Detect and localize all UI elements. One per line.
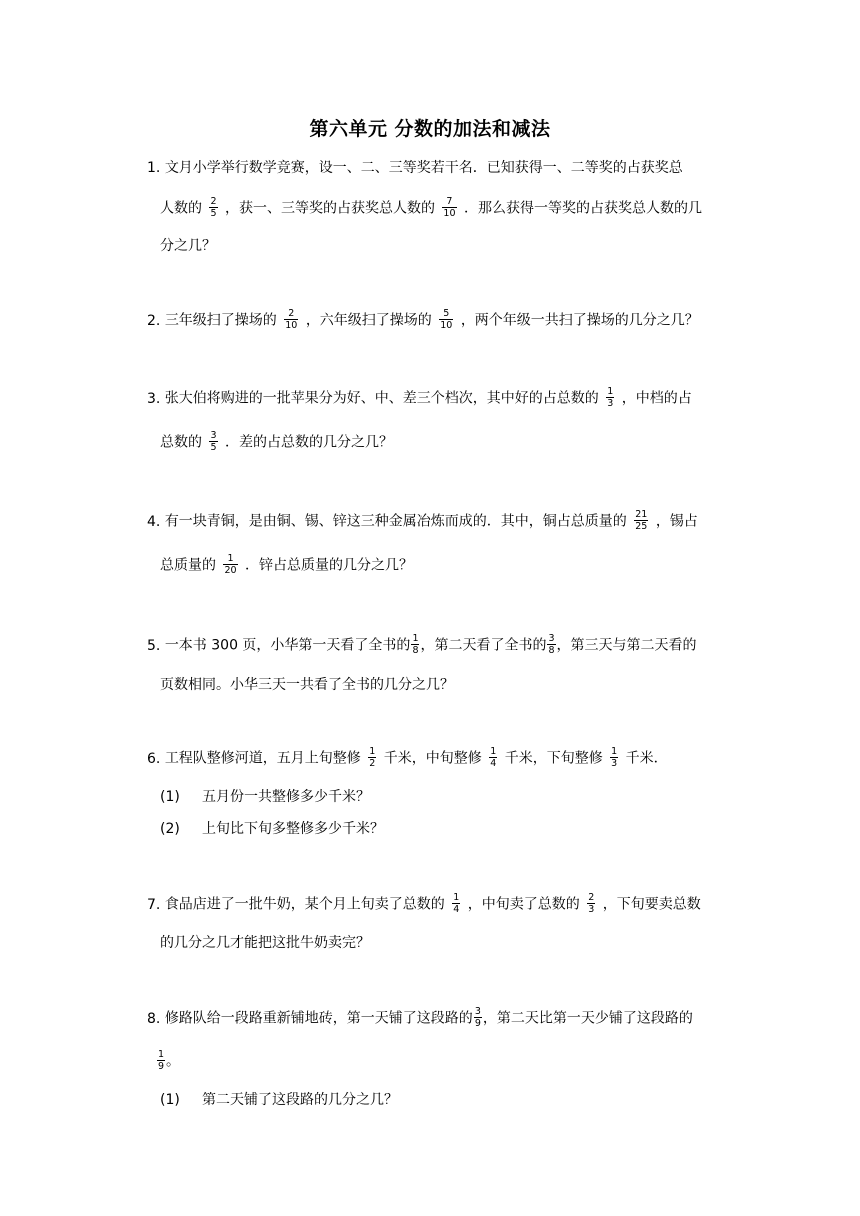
question-text: 千米，中旬整修	[383, 750, 482, 767]
question-text: 张大伯将购进的一批苹果分为好、中、差三个档次，其中好的占总数的	[164, 390, 599, 407]
question-text: ，第二天比第一天少铺了这段路的	[482, 1010, 693, 1027]
question-text: 总数的	[160, 434, 202, 451]
question-text: ，中档的占	[621, 390, 692, 407]
question-text: 工程队整修河道，五月上旬整修	[164, 750, 361, 767]
question-text: ．锌占总质量的几分之几？	[245, 557, 413, 574]
question-4-line-1	[147, 510, 698, 533]
fraction: $\frac{21}{25}$	[635, 509, 648, 532]
question-text: ，下旬要卖总数	[602, 896, 701, 913]
question-text: 总质量的	[160, 557, 216, 574]
question-text: 页数相同。小华三天一共看了全书的几分之几？	[160, 677, 454, 693]
question-number: 8.	[147, 1010, 161, 1027]
fraction: $\frac{2}{3}$	[588, 892, 595, 915]
question-1-line-1	[147, 158, 683, 178]
fraction: $\frac{3}{8}$	[548, 633, 555, 656]
question-2-line-1	[147, 309, 699, 332]
fraction: $\frac{1}{3}$	[607, 386, 614, 409]
sub-question-text: 五月份一共整修多少千米？	[202, 789, 370, 805]
question-8-line-1	[147, 1007, 693, 1030]
question-8-line-2	[156, 1050, 180, 1073]
question-5-line-2	[160, 675, 454, 695]
question-text: 。	[166, 1053, 181, 1070]
question-text: ，获一、三等奖的占获奖总人数的	[224, 200, 435, 217]
question-text: 三年级扫了操场的	[164, 312, 277, 329]
question-3-line-2	[160, 431, 393, 454]
question-text: 人数的	[160, 200, 202, 217]
question-number: 3.	[147, 390, 161, 407]
question-text: ，六年级扫了操场的	[305, 312, 432, 329]
sub-question-text: 上旬比下旬多整修多少千米？	[202, 821, 384, 837]
question-6-sub-1	[160, 787, 370, 807]
question-text: ．那么获得一等奖的占获奖总人数的几	[463, 200, 702, 217]
question-text: ，两个年级一共扫了操场的几分之几？	[460, 312, 699, 329]
question-7-line-2	[160, 933, 370, 953]
question-number: 6.	[147, 750, 161, 767]
fraction: $\frac{3}{5}$	[210, 430, 217, 453]
sub-question-number: (1)	[160, 789, 180, 805]
sub-question-text: 第二天铺了这段路的几分之几？	[202, 1092, 398, 1108]
fraction: $\frac{1}{2}$	[369, 746, 376, 769]
fraction: $\frac{5}{10}$	[440, 308, 453, 331]
fraction: $\frac{2}{10}$	[285, 308, 298, 331]
question-text: 千米，下旬整修	[504, 750, 603, 767]
question-6-line-1	[147, 747, 668, 770]
question-text: ，第二天看了全书的	[420, 637, 547, 654]
question-text: ．差的占总数的几分之几？	[224, 434, 393, 451]
question-number: 4.	[147, 513, 161, 530]
question-4-line-2	[160, 554, 413, 577]
question-text: 分之几？	[160, 238, 216, 254]
question-text: 的几分之几才能把这批牛奶卖完？	[160, 935, 370, 951]
question-7-line-1	[147, 893, 701, 916]
sub-question-number: (2)	[160, 821, 180, 837]
question-text: 食品店进了一批牛奶，某个月上旬卖了总数的	[164, 896, 445, 913]
question-text: 修路队给一段路重新铺地砖，第一天铺了这段路的	[164, 1010, 473, 1027]
question-8-sub-1	[160, 1090, 398, 1110]
fraction: $\frac{1}{9}$	[158, 1049, 165, 1072]
question-text: ，锡占	[655, 513, 698, 530]
sub-question-number: (1)	[160, 1092, 180, 1108]
page-title: 第六单元 分数的加法和减法	[309, 118, 551, 140]
question-text: ，第三天与第二天看的	[556, 637, 697, 654]
question-number: 1.	[147, 160, 161, 176]
fraction: $\frac{1}{8}$	[412, 633, 419, 656]
question-text: ，中旬卖了总数的	[467, 896, 580, 913]
question-text: 千米．	[625, 750, 668, 767]
fraction: $\frac{3}{9}$	[474, 1006, 481, 1029]
fraction: $\frac{1}{3}$	[611, 746, 618, 769]
fraction: $\frac{1}{4}$	[490, 746, 497, 769]
question-text: 文月小学举行数学竞赛，设一、二、三等奖若干名．已知获得一、二等奖的占获奖总	[164, 160, 683, 176]
question-3-line-1	[147, 387, 692, 410]
question-number: 5.	[147, 637, 161, 654]
fraction: $\frac{1}{4}$	[453, 892, 460, 915]
fraction: $\frac{1}{20}$	[224, 553, 237, 576]
question-6-sub-2	[160, 819, 384, 839]
question-5-line-1	[147, 634, 697, 657]
question-1-line-3	[160, 236, 216, 256]
question-number: 7.	[147, 896, 161, 913]
question-text: 有一块青铜，是由铜、锡、锌这三种金属冶炼而成的．其中，铜占总质量的	[164, 513, 627, 530]
question-1-line-2	[160, 197, 702, 220]
fraction: $\frac{2}{5}$	[210, 196, 217, 219]
question-number: 2.	[147, 312, 161, 329]
question-text: 一本书 300 页，小华第一天看了全书的	[164, 637, 411, 654]
fraction: $\frac{7}{10}$	[443, 196, 456, 219]
